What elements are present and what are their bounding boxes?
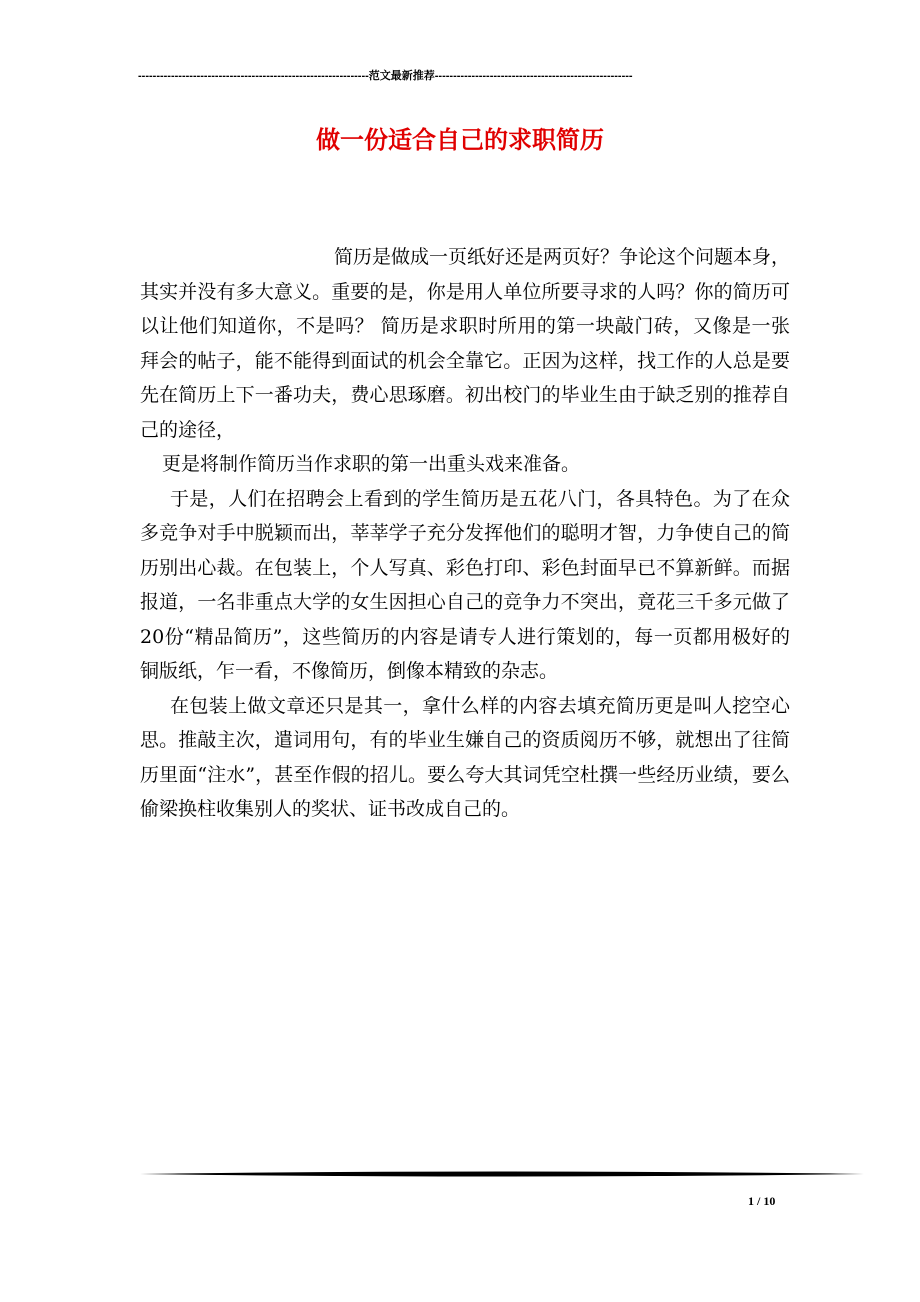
document-body bbox=[140, 240, 790, 827]
page-header-label: ---------------------------------------------------------------范文最新推荐------------------------------------------------------ bbox=[138, 70, 633, 82]
paragraph-1: 简历是做成一页纸好还是两页好？争论这个问题本身，其实并没有多大意义。重要的是，你是用人单位所要寻求的人吗？你的简历可以让他们知道你，不是吗？ 简历是求职时所用的第一块敲门砖，又像是一张拜会的帖子，能不能得到面试的机会全靠它。正因为这样，找工作的人总是要先在简历上下一番功夫，费心思琢磨。初出校门的毕业生由于缺乏别的推荐自己的途径， bbox=[140, 246, 791, 441]
paragraph-3: 于是，人们在招聘会上看到的学生简历是五花八门，各具特色。为了在众多竞争对手中脱颖而出，莘莘学子充分发挥他们的聪明才智，力争使自己的简历别出心裁。在包装上，个人写真、彩色打印、彩色封面早已不算新鲜。而据报道，一名非重点大学的女生因担心自己的竞争力不突出，竟花三千多元做了20份“精品简历”，这些简历的内容是请专人进行策划的，每一页都用极好的铜版纸，乍一看，不像简历，倒像本精致的杂志。 bbox=[140, 487, 790, 682]
page-number: 1 / 10 bbox=[748, 1194, 776, 1208]
paragraph-2: 更是将制作简历当作求职的第一出重头戏来准备。 bbox=[162, 453, 581, 475]
paragraph-4: 在包装上做文章还只是其一，拿什么样的内容去填充简历更是叫人挖空心思。推敲主次，遣词用句，有的毕业生嫌自己的资质阅历不够，就想出了往简历里面“注水”，甚至作假的招儿。要么夸大其词凭空杜撰一些经历业绩，要么偷梁换柱收集别人的奖状、证书改成自己的。 bbox=[140, 694, 790, 820]
footer-divider bbox=[140, 1170, 864, 1178]
document-title: 做一份适合自己的求职简历 bbox=[316, 126, 604, 154]
